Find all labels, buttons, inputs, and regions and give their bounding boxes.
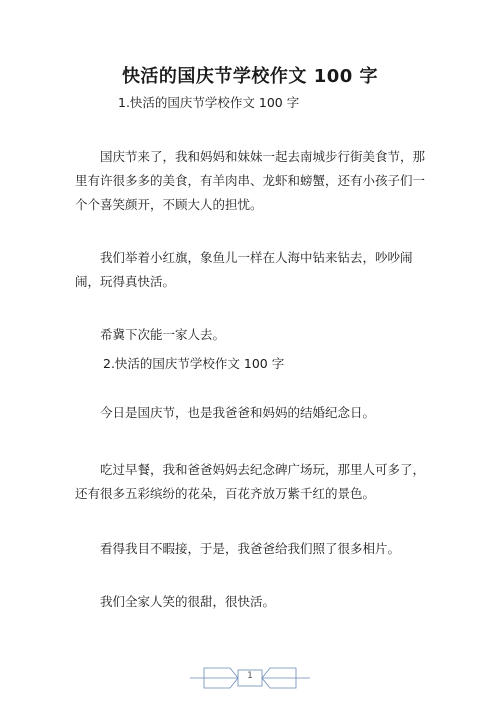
paragraph: 我们举着小红旗，象鱼儿一样在人海中钻来钻去，吵吵闹闹，玩得真快活。 xyxy=(75,250,413,289)
paragraph: 今日是国庆节，也是我爸爸和妈妈的结婚纪念日。 xyxy=(100,405,376,420)
paragraph: 希冀下次能一家人去。 xyxy=(100,327,226,342)
document-title: 快活的国庆节学校作文 100 字 xyxy=(121,66,379,87)
page-number: 1 xyxy=(247,671,253,681)
paragraph: 国庆节来了，我和妈妈和妹妹一起去南城步行街美食节，那里有许很多多的美食，有羊肉串、龙虾和螃蟹，还有小孩子们一个个喜笑颜开，不顾大人的担忧。 xyxy=(75,149,426,212)
section-heading-2: 2.快活的国庆节学校作文 100 字 xyxy=(103,356,285,371)
section-heading-1: 1.快活的国庆节学校作文 100 字 xyxy=(118,95,300,110)
paragraph: 我们全家人笑的很甜，很快活。 xyxy=(100,594,276,609)
page-footer xyxy=(190,664,310,692)
paragraph: 看得我目不暇接，于是，我爸爸给我们照了很多相片。 xyxy=(100,541,401,556)
paragraph: 吃过早餐，我和爸爸妈妈去纪念碑广场玩，那里人可多了，还有很多五彩缤纷的花朵，百花齐放万紫千红的景色。 xyxy=(75,462,426,501)
